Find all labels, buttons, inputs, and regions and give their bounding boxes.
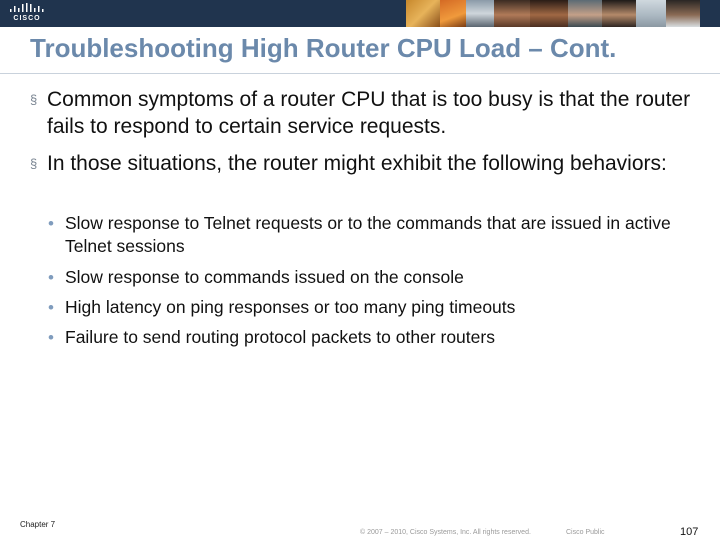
sub-bullet-text: Failure to send routing protocol packets to other routers: [65, 327, 495, 347]
header-photo: [440, 0, 466, 27]
header-photo: [666, 0, 700, 27]
header-photo: [494, 0, 530, 27]
dot-bullet-icon: •: [48, 268, 54, 287]
dot-bullet-icon: •: [48, 328, 54, 347]
bullet-item: [30, 150, 697, 177]
sub-bullet-text: Slow response to Telnet requests or to the commands that are issued in active Telnet sessions: [65, 213, 671, 256]
bullet-text: In those situations, the router might exhibit the following behaviors:: [47, 152, 667, 175]
sub-bullet-item: [48, 296, 705, 319]
square-bullet-icon: §: [30, 156, 38, 171]
dot-bullet-icon: •: [48, 214, 54, 233]
logo-text: CISCO: [13, 15, 41, 22]
sub-bullet-item: [48, 326, 705, 349]
footer-classification: Cisco Public: [566, 529, 605, 536]
page-number: 107: [680, 526, 699, 538]
slide-title: Troubleshooting High Router CPU Load – Cont.: [30, 33, 617, 63]
header-photo: [466, 0, 494, 27]
footer-chapter: Chapter 7: [20, 520, 56, 529]
bullet-item: [30, 86, 697, 140]
sub-bullet-item: [48, 266, 705, 289]
photo-strip: [406, 0, 720, 27]
sub-bullet-item: [48, 212, 705, 258]
sub-bullet-text: Slow response to commands issued on the console: [65, 267, 464, 287]
header-photo: [530, 0, 568, 27]
header-band: [0, 0, 720, 27]
bullet-text: Common symptoms of a router CPU that is too busy is that the router fails to respond to certain service requests.: [47, 88, 691, 138]
title-divider: [0, 73, 720, 74]
header-photo: [636, 0, 666, 27]
header-photo: [602, 0, 636, 27]
square-bullet-icon: §: [30, 92, 38, 107]
header-photo: [568, 0, 602, 27]
dot-bullet-icon: •: [48, 298, 54, 317]
sub-bullet-text: High latency on ping responses or too many ping timeouts: [65, 297, 516, 317]
header-photo: [406, 0, 440, 27]
cisco-logo: [8, 3, 46, 24]
cisco-bridge-icon: [8, 3, 46, 13]
footer-copyright: © 2007 – 2010, Cisco Systems, Inc. All rights reserved.: [360, 529, 531, 536]
